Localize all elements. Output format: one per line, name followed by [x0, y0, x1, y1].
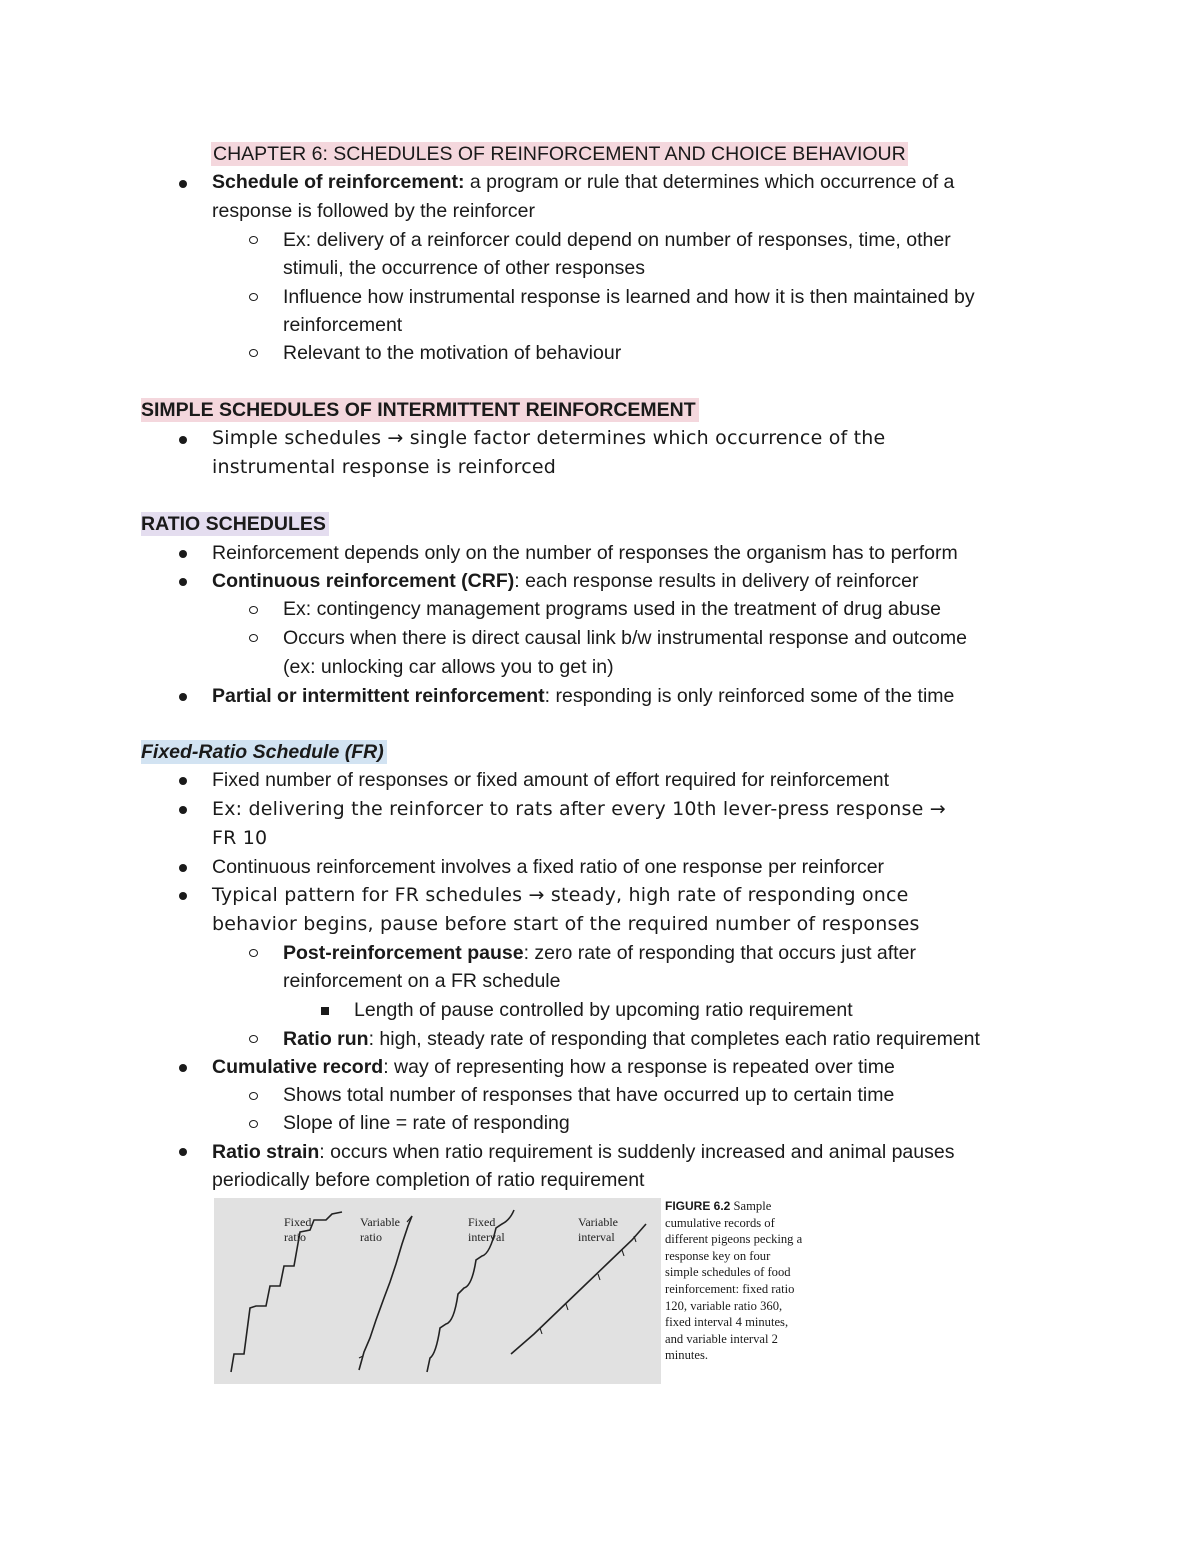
- figure-label-variable-ratio: Variable ratio: [360, 1215, 400, 1244]
- figure-label-variable-interval: Variable interval: [578, 1215, 618, 1244]
- bullet-icon: [179, 180, 187, 188]
- term-partial-reinforcement: Partial or intermittent reinforcement: [212, 685, 545, 707]
- section-heading-fixed-ratio: Fixed-Ratio Schedule (FR): [141, 740, 387, 764]
- term-ratio-run: Ratio run: [283, 1028, 369, 1050]
- list-item-continuation: reinforcement: [283, 314, 403, 336]
- list-item-continuation: stimuli, the occurrence of other responses: [283, 257, 646, 279]
- figure-label-fixed-ratio: Fixed ratio: [284, 1215, 312, 1244]
- definition: : high, steady rate of responding that completes each ratio requirement: [368, 1028, 980, 1050]
- hollow-bullet-icon: [249, 1092, 258, 1100]
- list-item-continuation: reinforcement on a FR schedule: [283, 970, 561, 992]
- bullet-icon: [179, 777, 187, 785]
- list-item: Ex: contingency management programs used in the treatment of drug abuse: [283, 598, 941, 620]
- list-item: Length of pause controlled by upcoming ratio requirement: [354, 999, 853, 1021]
- list-item: Shows total number of responses that have occurred up to certain time: [283, 1084, 895, 1106]
- term-crf: Continuous reinforcement (CRF): [212, 570, 515, 592]
- bullet-icon: [179, 578, 187, 586]
- definition: a program or rule that determines which occurrence of a: [464, 171, 955, 193]
- section-heading-ratio: RATIO SCHEDULES: [141, 512, 329, 536]
- hollow-bullet-icon: [249, 606, 258, 614]
- hollow-bullet-icon: [249, 949, 258, 957]
- bullet-icon: [179, 892, 187, 900]
- bullet-icon: [179, 436, 187, 444]
- list-item: Typical pattern for FR schedules → steady, high rate of responding once: [212, 884, 909, 906]
- list-item: Ex: delivery of a reinforcer could depend on number of responses, time, other: [283, 229, 951, 251]
- list-item: [212, 1055, 895, 1079]
- list-item: Occurs when there is direct causal link b/w instrumental response and outcome: [283, 627, 967, 649]
- bullet-icon: [179, 806, 187, 814]
- bullet-icon: [179, 1064, 187, 1072]
- list-item: [212, 170, 954, 194]
- square-bullet-icon: [321, 1007, 329, 1015]
- definition: : way of representing how a response is repeated over time: [383, 1056, 895, 1078]
- bullet-icon: [179, 864, 187, 872]
- list-item-continuation: FR 10: [212, 827, 268, 849]
- list-item: [212, 569, 919, 593]
- caption-text: Sample cumulative records of different pigeons pecking a response key on four simple schedules of food reinforcement: fixed ratio 120, variable ratio 360, fixed interval 4 minutes, and variable interval 2 minutes.: [665, 1199, 803, 1363]
- section-heading-simple: SIMPLE SCHEDULES OF INTERMITTENT REINFORCEMENT: [141, 398, 699, 422]
- term-cumulative-record: Cumulative record: [212, 1056, 384, 1078]
- definition: : zero rate of responding that occurs just after: [523, 942, 916, 964]
- term-post-reinforcement-pause: Post-reinforcement pause: [283, 942, 524, 964]
- hollow-bullet-icon: [249, 1120, 258, 1128]
- list-item-continuation: instrumental response is reinforced: [212, 456, 557, 478]
- list-item: Simple schedules → single factor determines which occurrence of the: [212, 427, 886, 449]
- list-item: [212, 1140, 954, 1164]
- bullet-icon: [179, 693, 187, 701]
- list-item: Continuous reinforcement involves a fixed ratio of one response per reinforcer: [212, 856, 885, 878]
- caption-title: FIGURE 6.2: [665, 1199, 731, 1213]
- list-item: Fixed number of responses or fixed amount of effort required for reinforcement: [212, 769, 890, 791]
- list-item: [283, 1027, 980, 1051]
- list-item: [283, 941, 916, 965]
- term-ratio-strain: Ratio strain: [212, 1141, 320, 1163]
- definition-continuation: response is followed by the reinforcer: [212, 200, 535, 222]
- figure-caption: [665, 1198, 805, 1364]
- hollow-bullet-icon: [249, 634, 258, 642]
- definition: : each response results in delivery of reinforcer: [514, 570, 919, 592]
- list-item: Relevant to the motivation of behaviour: [283, 342, 622, 364]
- hollow-bullet-icon: [249, 293, 258, 301]
- definition: : occurs when ratio requirement is suddenly increased and animal pauses: [319, 1141, 955, 1163]
- list-item: Influence how instrumental response is learned and how it is then maintained by: [283, 286, 975, 308]
- list-item: Ex: delivering the reinforcer to rats after every 10th lever-press response →: [212, 798, 946, 820]
- hollow-bullet-icon: [249, 349, 258, 357]
- bullet-icon: [179, 550, 187, 558]
- list-item: Slope of line = rate of responding: [283, 1112, 570, 1134]
- hollow-bullet-icon: [249, 1035, 258, 1043]
- list-item: [212, 684, 954, 708]
- list-item-continuation: (ex: unlocking car allows you to get in): [283, 656, 614, 678]
- list-item-continuation: periodically before completion of ratio requirement: [212, 1169, 645, 1191]
- hollow-bullet-icon: [249, 236, 258, 244]
- list-item: Reinforcement depends only on the number of responses the organism has to perform: [212, 542, 958, 564]
- term-schedule-of-reinforcement: Schedule of reinforcement:: [212, 171, 465, 193]
- list-item-continuation: behavior begins, pause before start of the required number of responses: [212, 913, 920, 935]
- figure-label-fixed-interval: Fixed interval: [468, 1215, 505, 1244]
- chapter-title: CHAPTER 6: SCHEDULES OF REINFORCEMENT AND CHOICE BEHAVIOUR: [213, 143, 906, 165]
- cumulative-records-figure: [214, 1198, 661, 1384]
- definition: : responding is only reinforced some of the time: [544, 685, 955, 707]
- bullet-icon: [179, 1148, 187, 1156]
